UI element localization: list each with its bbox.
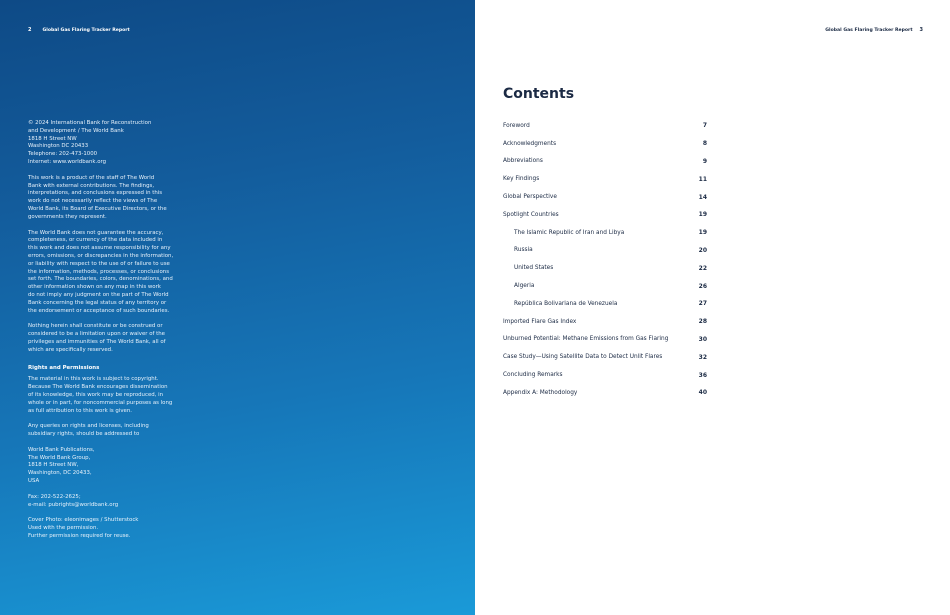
- immunities-paragraph: Nothing herein shall constitute or be construed or considered to be a limitation upon or waiver of the privileges and immunities of The World Bank, all of which are specifically reserved.: [28, 323, 166, 353]
- toc-entry-page: 22: [698, 264, 707, 272]
- toc-entry-label: Russia: [514, 247, 533, 254]
- toc-entry[interactable]: [503, 277, 707, 295]
- toc-entry[interactable]: [503, 117, 707, 135]
- toc-entry[interactable]: [503, 206, 707, 224]
- toc-entry-page: 19: [698, 211, 707, 219]
- toc-entry-page: 32: [698, 353, 707, 361]
- fax-email: Fax: 202-522-2625; e-mail: pubrights@worldbank.org: [28, 493, 119, 508]
- toc-entry[interactable]: [503, 224, 707, 242]
- toc-entry[interactable]: [503, 348, 707, 366]
- toc-entry-label: Imported Flare Gas Index: [503, 318, 577, 325]
- toc-entry-label: Algeria: [514, 283, 535, 290]
- toc-entry-label: Acknowledgments: [503, 140, 557, 147]
- toc-entry-label: República Bolivariana de Venezuela: [514, 300, 618, 307]
- accuracy-paragraph: The World Bank does not guarantee the accuracy, completeness, or currency of the data included in this work and does not assume responsibility for any errors, omissions, or discrepancies in the information, or liability with respect to the use of or failure to use the information, methods, processes, or conclusions set forth. The boundaries, colors, denominations, and other information shown on any map in this work do not imply any judgment on the part of The World Bank concerning the legal status of any territory or the endorsement or acceptance of such boundaries.: [28, 229, 174, 314]
- toc-entry-label: Foreword: [503, 122, 530, 129]
- toc-entry-page: 26: [698, 282, 707, 290]
- toc-entry-label: Spotlight Countries: [503, 211, 559, 218]
- toc-entry[interactable]: [503, 366, 707, 384]
- left-page-header: [28, 27, 130, 33]
- table-of-contents: [503, 117, 707, 402]
- toc-entry[interactable]: [503, 295, 707, 313]
- contents-title: Contents: [503, 86, 575, 102]
- toc-entry-label: Concluding Remarks: [503, 372, 563, 379]
- rights-heading: Rights and Permissions: [28, 364, 100, 371]
- toc-entry[interactable]: [503, 170, 707, 188]
- left-page-number: 2: [28, 27, 32, 33]
- toc-entry-page: 9: [702, 157, 707, 165]
- toc-entry-label: Appendix A: Methodology: [503, 389, 578, 396]
- toc-entry-page: 14: [698, 193, 707, 201]
- toc-entry-page: 30: [698, 335, 707, 343]
- toc-entry-label: United States: [514, 265, 554, 272]
- publications-address: World Bank Publications, The World Bank Group, 1818 H Street NW, Washington, DC 20433, USA: [28, 446, 95, 485]
- rights-paragraph: The material in this work is subject to copyright. Because The World Bank encourages dissemination of its knowledge, this work may be reproduced, in whole or in part, for noncommercial purposes as long as full attribution to this work is given.: [28, 376, 173, 414]
- toc-entry-page: 27: [698, 300, 707, 308]
- toc-entry-label: Global Perspective: [503, 194, 557, 201]
- cover-photo-credit: Cover Photo: eleonimages / Shutterstock Used with the permission. Further permission required for reuse.: [28, 517, 139, 540]
- toc-entry-page: 11: [698, 175, 707, 183]
- queries-paragraph: Any queries on rights and licenses, including subsidiary rights, should be addressed to: [28, 423, 149, 438]
- toc-entry[interactable]: [503, 188, 707, 206]
- toc-entry[interactable]: [503, 135, 707, 153]
- toc-entry-label: Unburned Potential: Methane Emissions from Gas Flaring: [503, 336, 669, 343]
- toc-entry[interactable]: [503, 259, 707, 277]
- left-running-title: Global Gas Flaring Tracker Report: [42, 27, 130, 33]
- toc-entry[interactable]: [503, 313, 707, 331]
- toc-entry-page: 40: [698, 389, 707, 397]
- toc-entry-label: Abbreviations: [503, 158, 543, 165]
- toc-entry-label: Key Findings: [503, 176, 540, 183]
- toc-entry-page: 28: [698, 318, 707, 326]
- right-page: [475, 0, 950, 615]
- right-running-title: Global Gas Flaring Tracker Report: [825, 27, 913, 33]
- toc-entry[interactable]: [503, 242, 707, 260]
- toc-entry-page: 19: [698, 229, 707, 237]
- legal-notice: [28, 120, 188, 549]
- toc-entry-page: 20: [698, 246, 707, 254]
- right-page-number: 3: [919, 27, 923, 33]
- toc-entry-page: 7: [702, 122, 707, 130]
- toc-entry[interactable]: [503, 384, 707, 402]
- toc-entry-label: The Islamic Republic of Iran and Libya: [514, 229, 625, 236]
- toc-entry-page: 36: [698, 371, 707, 379]
- toc-entry-page: 8: [702, 140, 707, 148]
- toc-entry[interactable]: [503, 331, 707, 349]
- copyright-paragraph: © 2024 International Bank for Reconstruction and Development / The World Bank 1818 H Street NW Washington DC 20433 Telephone: 202-473-1000 Internet: www.worldbank.org: [28, 120, 152, 165]
- toc-entry[interactable]: [503, 153, 707, 171]
- right-page-header: [825, 27, 923, 33]
- disclaimer-paragraph: This work is a product of the staff of The World Bank with external contributions. The findings, interpretations, and conclusions expressed in this work do not necessarily reflect the views of The World Bank, its Board of Executive Directors, or the governments they represent.: [28, 174, 167, 220]
- toc-entry-label: Case Study—Using Satellite Data to Detect Unlit Flares: [503, 354, 663, 361]
